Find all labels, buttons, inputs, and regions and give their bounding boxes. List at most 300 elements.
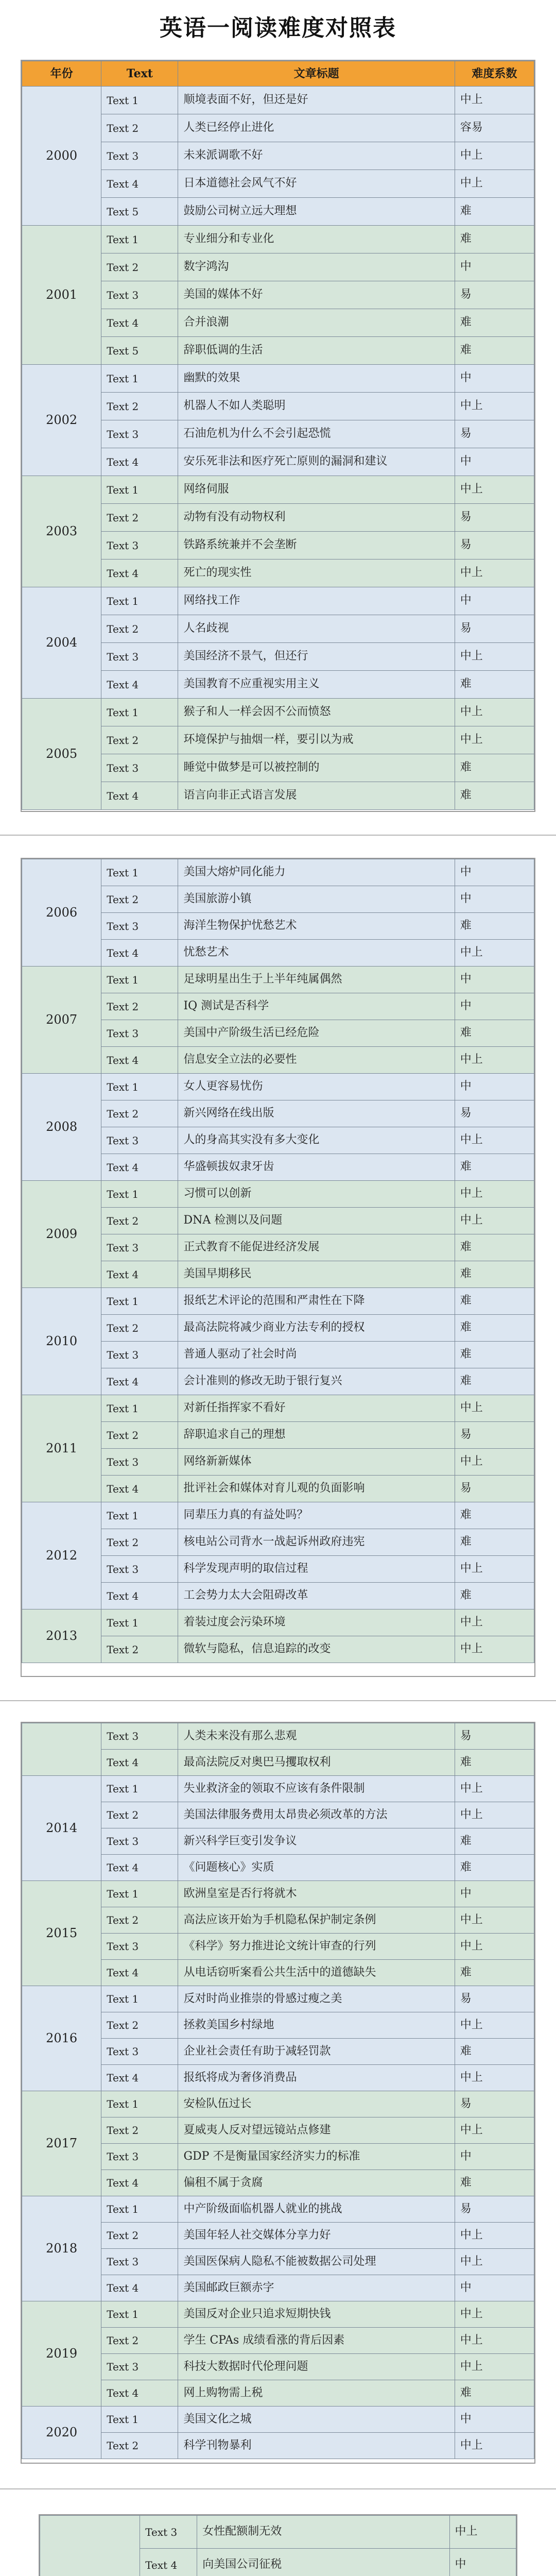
table-row [22, 1609, 534, 1636]
difficulty-cell: 中上 [455, 2223, 534, 2249]
article-title-cell: 美国医保病人隐私不能被数据公司处理 [178, 2249, 455, 2275]
year-cell: 2003 [22, 476, 101, 587]
article-title-cell: 科学发现声明的取信过程 [178, 1556, 455, 1583]
difficulty-cell: 难 [455, 913, 534, 940]
article-title-cell: 最高法院将减少商业方法专利的授权 [178, 1315, 455, 1342]
text-number-cell: Text 2 [101, 393, 178, 420]
year-cell: 2019 [22, 2301, 101, 2406]
difficulty-cell: 中上 [455, 1802, 534, 1828]
difficulty-cell: 中上 [455, 142, 534, 170]
year-cell: 2018 [22, 2196, 101, 2301]
table-row [22, 1776, 534, 1802]
article-title-cell: 美国中产阶级生活已经危险 [178, 1020, 455, 1047]
section-divider [0, 2488, 556, 2489]
difficulty-cell: 中 [455, 1881, 534, 1907]
text-number-cell: Text 4 [101, 1960, 178, 1986]
text-number-cell: Text 1 [101, 1288, 178, 1315]
text-number-cell: Text 1 [101, 859, 178, 886]
year-cell: 2005 [22, 699, 101, 810]
difficulty-cell: 易 [455, 2091, 534, 2117]
article-title-cell: 语言向非正式语言发展 [178, 782, 455, 810]
article-title-cell: 高法应该开始为手机隐私保护制定条例 [178, 1907, 455, 1934]
text-number-cell: Text 4 [101, 1261, 178, 1288]
difficulty-cell: 中上 [455, 726, 534, 754]
article-title-cell: 新兴科学巨变引发争议 [178, 1828, 455, 1855]
table-row [22, 1395, 534, 1422]
text-number-cell: Text 2 [101, 504, 178, 532]
table-row [22, 2406, 534, 2433]
article-title-cell: 网络新新媒体 [178, 1449, 455, 1476]
text-number-cell: Text 2 [101, 886, 178, 913]
difficulty-cell: 难 [455, 337, 534, 365]
difficulty-cell: 中上 [455, 2065, 534, 2091]
article-title-cell: 科学刊物暴利 [178, 2433, 455, 2459]
text-number-cell: Text 3 [101, 532, 178, 560]
article-title-cell: 会计准则的修改无助于银行复兴 [178, 1368, 455, 1395]
text-number-cell: Text 3 [101, 1449, 178, 1476]
article-title-cell: 信息安全立法的必要性 [178, 1047, 455, 1074]
article-title-cell: 人类已经停止进化 [178, 114, 455, 142]
difficulty-cell: 易 [455, 615, 534, 643]
text-number-cell: Text 1 [101, 587, 178, 615]
article-title-cell: 美国反对企业只追求短期快钱 [178, 2301, 455, 2328]
difficulty-cell: 易 [455, 1723, 534, 1750]
text-number-cell: Text 3 [101, 1723, 178, 1750]
table-row [22, 87, 534, 114]
text-number-cell: Text 4 [101, 1154, 178, 1181]
text-number-cell: Text 3 [101, 1342, 178, 1368]
article-title-cell: 失业救济金的领取不应该有条件限制 [178, 1776, 455, 1802]
article-title-cell: 对新任指挥家不看好 [178, 1395, 455, 1422]
text-number-cell: Text 2 [101, 2223, 178, 2249]
table-row [22, 226, 534, 253]
text-number-cell: Text 2 [101, 2328, 178, 2354]
difficulty-cell: 难 [455, 1960, 534, 1986]
year-cell: 2001 [22, 226, 101, 365]
text-number-cell: Text 2 [101, 2012, 178, 2039]
difficulty-table [22, 1723, 534, 2459]
article-title-cell: 《问题核心》实质 [178, 1855, 455, 1881]
text-number-cell: Text 4 [101, 1368, 178, 1395]
difficulty-cell: 中上 [455, 87, 534, 114]
table-row [22, 1723, 534, 1750]
article-title-cell: 美国经济不景气，但还行 [178, 643, 455, 671]
difficulty-cell: 中上 [455, 1609, 534, 1636]
article-title-cell: 普通人驱动了社会时尚 [178, 1342, 455, 1368]
section-divider [0, 835, 556, 836]
table-row [40, 2516, 516, 2549]
article-title-cell: 美国教育不应重视实用主义 [178, 671, 455, 699]
difficulty-table [22, 61, 534, 810]
text-number-cell: Text 5 [101, 337, 178, 365]
difficulty-cell: 中 [455, 2406, 534, 2433]
difficulty-cell: 中 [455, 253, 534, 281]
difficulty-cell: 易 [455, 532, 534, 560]
article-title-cell: 未来派调歌不好 [178, 142, 455, 170]
difficulty-cell: 中上 [455, 1934, 534, 1960]
text-number-cell: Text 2 [101, 1422, 178, 1449]
difficulty-cell: 中 [455, 993, 534, 1020]
difficulty-cell: 中上 [455, 476, 534, 504]
article-title-cell: 报纸艺术评论的范围和严肃性在下降 [178, 1288, 455, 1315]
table-row [22, 1074, 534, 1100]
article-title-cell: 铁路系统兼并不会垄断 [178, 532, 455, 560]
text-number-cell: Text 4 [101, 2065, 178, 2091]
text-number-cell: Text 3 [101, 1234, 178, 1261]
text-number-cell: Text 1 [101, 1986, 178, 2012]
article-title-cell: 忧愁艺术 [178, 940, 455, 967]
text-number-cell: Text 4 [101, 1476, 178, 1502]
difficulty-cell: 易 [455, 1100, 534, 1127]
text-number-cell: Text 4 [101, 448, 178, 476]
text-number-cell: Text 4 [101, 2275, 178, 2301]
text-number-cell: Text 2 [101, 1315, 178, 1342]
difficulty-cell: 难 [455, 754, 534, 782]
difficulty-cell: 中上 [455, 2354, 534, 2380]
table-row [22, 859, 534, 886]
text-number-cell: Text 3 [101, 420, 178, 448]
difficulty-cell: 易 [455, 1422, 534, 1449]
text-number-cell: Text 4 [101, 1583, 178, 1609]
article-title-cell: 华盛顿拔奴隶牙齿 [178, 1154, 455, 1181]
section-divider [0, 1700, 556, 1701]
year-cell [22, 1723, 101, 1776]
article-title-cell: 夏威夷人反对望远镜站点修建 [178, 2117, 455, 2144]
article-title-cell: IQ 测试是否科学 [178, 993, 455, 1020]
text-number-cell: Text 2 [101, 2433, 178, 2459]
article-title-cell: 从电话窃听案看公共生活中的道德缺失 [178, 1960, 455, 1986]
article-title-cell: 美国早期移民 [178, 1261, 455, 1288]
article-title-cell: 石油危机为什么不会引起恐慌 [178, 420, 455, 448]
article-title-cell: 同辈压力真的有益处吗？ [178, 1502, 455, 1529]
page-title: 英语一阅读难度对照表 [160, 15, 396, 41]
difficulty-cell: 中上 [455, 1127, 534, 1154]
table-row [22, 1181, 534, 1208]
difficulty-cell: 易 [455, 2196, 534, 2223]
difficulty-cell: 难 [455, 2170, 534, 2196]
article-title-cell: 向美国公司征税 [197, 2549, 449, 2576]
text-number-cell: Text 4 [101, 671, 178, 699]
year-cell: 2010 [22, 1288, 101, 1395]
text-number-cell: Text 5 [101, 198, 178, 226]
difficulty-cell: 中上 [455, 2433, 534, 2459]
article-title-cell: 科技大数据时代伦理问题 [178, 2354, 455, 2380]
year-cell: 2017 [22, 2091, 101, 2196]
table-row [22, 476, 534, 504]
difficulty-cell: 中上 [455, 2301, 534, 2328]
article-title-cell: 人名歧视 [178, 615, 455, 643]
table-row [22, 2301, 534, 2328]
difficulty-cell: 中上 [455, 2249, 534, 2275]
text-number-cell: Text 4 [101, 2170, 178, 2196]
article-title-cell: 美国年轻人社交媒体分享力好 [178, 2223, 455, 2249]
text-number-cell: Text 1 [101, 476, 178, 504]
difficulty-cell: 难 [455, 1154, 534, 1181]
table-row [22, 1881, 534, 1907]
article-title-cell: 美国邮政巨额赤字 [178, 2275, 455, 2301]
year-cell: 2006 [22, 859, 101, 967]
difficulty-cell: 难 [455, 1342, 534, 1368]
article-title-cell: 微软与隐私，信息追踪的改变 [178, 1636, 455, 1663]
article-title-cell: 欧洲皇室是否行将就木 [178, 1881, 455, 1907]
article-title-cell: 正式教育不能促进经济发展 [178, 1234, 455, 1261]
difficulty-cell: 易 [455, 1476, 534, 1502]
text-number-cell: Text 1 [101, 2091, 178, 2117]
text-number-cell: Text 1 [101, 1776, 178, 1802]
table-section-2 [21, 858, 535, 1677]
article-title-cell: 动物有没有动物权利 [178, 504, 455, 532]
text-number-cell: Text 2 [101, 2117, 178, 2144]
text-number-cell: Text 4 [101, 309, 178, 337]
article-title-cell: 海洋生物保护忧愁艺术 [178, 913, 455, 940]
year-cell: 2000 [22, 87, 101, 226]
article-title-cell: 猴子和人一样会因不公而愤怒 [178, 699, 455, 726]
text-number-cell: Text 4 [140, 2549, 197, 2576]
difficulty-cell: 中 [455, 1074, 534, 1100]
article-title-cell: 辞职低调的生活 [178, 337, 455, 365]
text-number-cell: Text 3 [101, 1127, 178, 1154]
table-section-3 [21, 1722, 535, 2464]
text-number-cell: Text 1 [101, 1074, 178, 1100]
article-title-cell: 网络伺服 [178, 476, 455, 504]
difficulty-cell: 难 [455, 1234, 534, 1261]
text-number-cell: Text 2 [101, 993, 178, 1020]
difficulty-cell: 难 [455, 1583, 534, 1609]
text-number-cell: Text 1 [101, 1502, 178, 1529]
text-number-cell: Text 4 [101, 560, 178, 587]
article-title-cell: 辞职追求自己的理想 [178, 1422, 455, 1449]
article-title-cell: 美国大熔炉同化能力 [178, 859, 455, 886]
difficulty-cell: 中上 [455, 560, 534, 587]
article-title-cell: 机器人不如人类聪明 [178, 393, 455, 420]
year-cell: 2007 [22, 967, 101, 1074]
article-title-cell: 批评社会和媒体对育儿观的负面影响 [178, 1476, 455, 1502]
table-row [22, 587, 534, 615]
text-number-cell: Text 4 [101, 1047, 178, 1074]
difficulty-cell: 中上 [455, 1181, 534, 1208]
table-row [22, 967, 534, 993]
difficulty-cell: 中上 [455, 1556, 534, 1583]
article-title-cell: 数字鸿沟 [178, 253, 455, 281]
article-title-cell: 幽默的效果 [178, 365, 455, 393]
difficulty-cell: 中上 [455, 1047, 534, 1074]
text-number-cell: Text 4 [101, 940, 178, 967]
text-number-cell: Text 2 [101, 615, 178, 643]
article-title-cell: 顺境表面不好，但还是好 [178, 87, 455, 114]
column-header: Text [101, 61, 178, 87]
difficulty-cell: 中上 [455, 2117, 534, 2144]
article-title-cell: 专业细分和专业化 [178, 226, 455, 253]
difficulty-cell: 中 [455, 448, 534, 476]
difficulty-cell: 易 [455, 420, 534, 448]
text-number-cell: Text 2 [101, 1100, 178, 1127]
year-cell: 2011 [22, 1395, 101, 1502]
text-number-cell: Text 3 [101, 2354, 178, 2380]
text-number-cell: Text 4 [101, 1855, 178, 1881]
year-cell: 2013 [22, 1609, 101, 1663]
article-title-cell: 《科学》努力推进论文统计审查的行列 [178, 1934, 455, 1960]
article-title-cell: 安检队伍过长 [178, 2091, 455, 2117]
article-title-cell: 美国的媒体不好 [178, 281, 455, 309]
text-number-cell: Text 2 [101, 1802, 178, 1828]
difficulty-cell: 难 [455, 1020, 534, 1047]
article-title-cell: 人类未来没有那么悲观 [178, 1723, 455, 1750]
year-cell: 2012 [22, 1502, 101, 1609]
text-number-cell: Text 3 [101, 2039, 178, 2065]
text-number-cell: Text 1 [101, 1395, 178, 1422]
table-section-4 [39, 2514, 517, 2576]
difficulty-cell: 中上 [455, 2012, 534, 2039]
difficulty-cell: 中上 [455, 1636, 534, 1663]
text-number-cell: Text 3 [101, 754, 178, 782]
year-cell: 2020 [22, 2406, 101, 2459]
difficulty-cell: 难 [455, 1502, 534, 1529]
article-title-cell: 报纸将成为奢侈消费品 [178, 2065, 455, 2091]
difficulty-cell: 难 [455, 1261, 534, 1288]
table-row [22, 2196, 534, 2223]
article-title-cell: 核电站公司背水一战起诉州政府违宪 [178, 1529, 455, 1556]
article-title-cell: 中产阶级面临机器人就业的挑战 [178, 2196, 455, 2223]
text-number-cell: Text 1 [101, 2406, 178, 2433]
difficulty-cell: 中上 [455, 1907, 534, 1934]
column-header: 难度系数 [455, 61, 534, 87]
text-number-cell: Text 4 [101, 782, 178, 810]
difficulty-cell: 中 [455, 365, 534, 393]
difficulty-cell: 中上 [455, 940, 534, 967]
difficulty-cell: 易 [455, 504, 534, 532]
article-title-cell: DNA 检测以及问题 [178, 1208, 455, 1234]
article-title-cell: 企业社会责任有助于减轻罚款 [178, 2039, 455, 2065]
year-cell: 2009 [22, 1181, 101, 1288]
text-number-cell: Text 2 [101, 1208, 178, 1234]
difficulty-cell: 难 [455, 309, 534, 337]
article-title-cell: 新兴网络在线出版 [178, 1100, 455, 1127]
year-cell: 2016 [22, 1986, 101, 2091]
table-row [22, 1502, 534, 1529]
difficulty-cell: 中上 [455, 1395, 534, 1422]
difficulty-cell: 难 [455, 782, 534, 810]
text-number-cell: Text 4 [101, 1750, 178, 1776]
difficulty-cell: 中上 [455, 1208, 534, 1234]
difficulty-cell: 中 [455, 886, 534, 913]
text-number-cell: Text 1 [101, 967, 178, 993]
year-cell [40, 2516, 140, 2576]
text-number-cell: Text 3 [140, 2516, 197, 2549]
table-row [22, 1288, 534, 1315]
difficulty-cell: 容易 [455, 114, 534, 142]
article-title-cell: 网上购物需上税 [178, 2380, 455, 2406]
difficulty-cell: 中上 [455, 643, 534, 671]
difficulty-cell: 中上 [455, 2328, 534, 2354]
difficulty-cell: 中上 [455, 170, 534, 198]
text-number-cell: Text 2 [101, 1529, 178, 1556]
article-title-cell: 习惯可以创新 [178, 1181, 455, 1208]
table-row [22, 365, 534, 393]
text-number-cell: Text 3 [101, 281, 178, 309]
difficulty-cell: 难 [455, 2380, 534, 2406]
text-number-cell: Text 2 [101, 1907, 178, 1934]
text-number-cell: Text 3 [101, 1828, 178, 1855]
article-title-cell: 足球明星出生于上半年纯属偶然 [178, 967, 455, 993]
difficulty-cell: 中 [455, 2144, 534, 2170]
difficulty-cell: 难 [455, 2039, 534, 2065]
difficulty-table [40, 2515, 516, 2576]
article-title-cell: 美国法律服务费用太昂贵必须改革的方法 [178, 1802, 455, 1828]
year-cell: 2015 [22, 1881, 101, 1986]
article-title-cell: 人的身高其实没有多大变化 [178, 1127, 455, 1154]
table-row [22, 2091, 534, 2117]
article-title-cell: 死亡的现实性 [178, 560, 455, 587]
difficulty-cell: 中上 [455, 699, 534, 726]
text-number-cell: Text 3 [101, 142, 178, 170]
year-cell: 2014 [22, 1776, 101, 1881]
text-number-cell: Text 1 [101, 226, 178, 253]
difficulty-cell: 中上 [449, 2516, 516, 2549]
difficulty-cell: 易 [455, 1986, 534, 2012]
text-number-cell: Text 1 [101, 2196, 178, 2223]
text-number-cell: Text 1 [101, 1881, 178, 1907]
difficulty-cell: 难 [455, 671, 534, 699]
article-title-cell: 美国旅游小镇 [178, 886, 455, 913]
text-number-cell: Text 3 [101, 1556, 178, 1583]
text-number-cell: Text 4 [101, 170, 178, 198]
difficulty-cell: 中 [455, 2275, 534, 2301]
table-row [22, 1986, 534, 2012]
text-number-cell: Text 2 [101, 726, 178, 754]
year-cell: 2002 [22, 365, 101, 476]
text-number-cell: Text 3 [101, 643, 178, 671]
article-title-cell: 偏租不属于贪腐 [178, 2170, 455, 2196]
text-number-cell: Text 3 [101, 1020, 178, 1047]
text-number-cell: Text 3 [101, 2144, 178, 2170]
year-cell: 2004 [22, 587, 101, 699]
article-title-cell: 反对时尚业推崇的骨感过瘦之美 [178, 1986, 455, 2012]
article-title-cell: 着装过度会污染环境 [178, 1609, 455, 1636]
difficulty-cell: 难 [455, 1529, 534, 1556]
text-number-cell: Text 1 [101, 365, 178, 393]
year-cell: 2008 [22, 1074, 101, 1181]
difficulty-cell: 难 [455, 198, 534, 226]
article-title-cell: 合并浪潮 [178, 309, 455, 337]
table-section-1 [21, 60, 535, 812]
difficulty-cell: 中上 [455, 393, 534, 420]
text-number-cell: Text 3 [101, 913, 178, 940]
text-number-cell: Text 1 [101, 1609, 178, 1636]
text-number-cell: Text 2 [101, 114, 178, 142]
article-title-cell: GDP 不是衡量国家经济实力的标准 [178, 2144, 455, 2170]
difficulty-cell: 中 [449, 2549, 516, 2576]
difficulty-cell: 中上 [455, 1776, 534, 1802]
article-title-cell: 日本道德社会风气不好 [178, 170, 455, 198]
difficulty-cell: 难 [455, 1855, 534, 1881]
text-number-cell: Text 3 [101, 2249, 178, 2275]
column-header: 年份 [22, 61, 101, 87]
article-title-cell: 女性配额制无效 [197, 2516, 449, 2549]
article-title-cell: 安乐死非法和医疗死亡原则的漏洞和建议 [178, 448, 455, 476]
text-number-cell: Text 2 [101, 253, 178, 281]
article-title-cell: 学生 CPAs 成绩看涨的背后因素 [178, 2328, 455, 2354]
table-header-row [22, 61, 534, 87]
article-title-cell: 环境保护与抽烟一样，要引以为戒 [178, 726, 455, 754]
difficulty-cell: 难 [455, 1368, 534, 1395]
article-title-cell: 最高法院反对奥巴马攫取权利 [178, 1750, 455, 1776]
article-title-cell: 工会势力太大会阻碍改革 [178, 1583, 455, 1609]
difficulty-cell: 中 [455, 967, 534, 993]
article-title-cell: 网络找工作 [178, 587, 455, 615]
article-title-cell: 女人更容易忧伤 [178, 1074, 455, 1100]
article-title-cell: 美国文化之城 [178, 2406, 455, 2433]
text-number-cell: Text 1 [101, 2301, 178, 2328]
